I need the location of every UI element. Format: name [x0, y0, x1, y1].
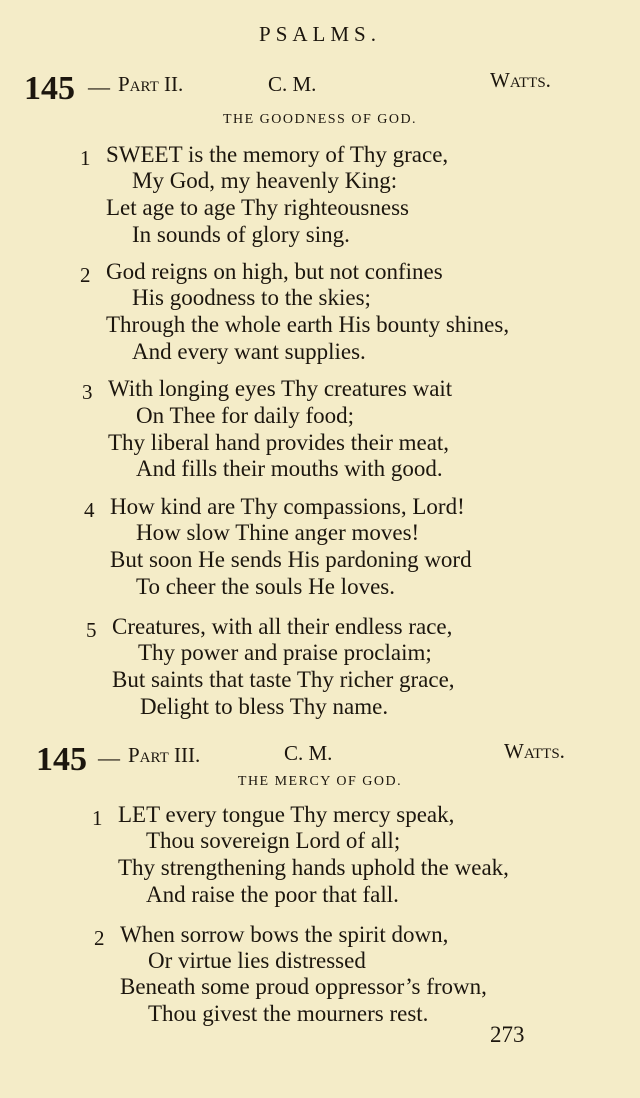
- verse-line: And raise the poor that fall.: [146, 882, 399, 907]
- verse-line: God reigns on high, but not confines: [106, 259, 443, 284]
- author-name: Watts.: [504, 739, 565, 763]
- verse-line: How kind are Thy compassions, Lord!: [110, 494, 465, 519]
- hymn-number: 145: [24, 70, 75, 107]
- part-label: Part II.: [118, 72, 184, 96]
- running-head: PSALMS.: [259, 22, 381, 46]
- verse-line: And fills their mouths with good.: [136, 456, 443, 481]
- hymn-number: 145: [36, 741, 87, 778]
- verse-number: 1: [80, 146, 91, 170]
- verse-line: With longing eyes Thy creatures wait: [108, 376, 453, 401]
- verse-line: When sorrow bows the spirit down,: [120, 922, 449, 947]
- verse-line: Thy strengthening hands uphold the weak,: [118, 855, 509, 880]
- verse-number: 2: [80, 263, 91, 287]
- verse-line: How slow Thine anger moves!: [136, 520, 420, 545]
- verse-line: On Thee for daily food;: [136, 403, 355, 428]
- verse-line: Thy liberal hand provides their meat,: [108, 430, 450, 455]
- meter-label: C. M.: [284, 741, 333, 765]
- verse-line: LET every tongue Thy mercy speak,: [118, 802, 455, 827]
- verse-number: 4: [84, 498, 95, 522]
- verse-line: Thy power and praise proclaim;: [138, 640, 432, 665]
- verse-number: 3: [82, 380, 93, 404]
- hymn-subtitle: THE MERCY OF GOD.: [237, 774, 403, 789]
- verse-line: His goodness to the skies;: [132, 285, 371, 310]
- hymn-subtitle: THE GOODNESS OF GOD.: [222, 112, 418, 127]
- verse-line: To cheer the souls He loves.: [136, 574, 395, 599]
- verse-line: My God, my heavenly King:: [132, 168, 398, 193]
- verse-line: Creatures, with all their endless race,: [112, 614, 453, 639]
- hymn-dash: —: [98, 745, 120, 770]
- page-number: 273: [490, 1022, 525, 1047]
- verse-line: Through the whole earth His bounty shines,: [106, 312, 510, 337]
- hymn-dash: —: [88, 74, 110, 99]
- verse-number: 2: [94, 926, 105, 950]
- verse-line: Beneath some proud oppressor’s frown,: [120, 974, 487, 999]
- verse-line: But soon He sends His pardoning word: [110, 547, 472, 572]
- verse-line: Let age to age Thy righteousness: [106, 195, 409, 220]
- author-name: Watts.: [490, 68, 551, 92]
- part-label: Part III.: [128, 743, 201, 767]
- verse-line: Delight to bless Thy name.: [140, 694, 389, 719]
- verse-line: In sounds of glory sing.: [132, 222, 350, 247]
- verse-number: 5: [86, 618, 97, 642]
- verse-line: Or virtue lies distressed: [148, 948, 366, 973]
- verse-line: Thou sovereign Lord of all;: [146, 828, 401, 853]
- verse-line: SWEET is the memory of Thy grace,: [106, 142, 449, 167]
- meter-label: C. M.: [268, 72, 317, 96]
- verse-line: But saints that taste Thy richer grace,: [112, 667, 455, 692]
- verse-line: And every want supplies.: [132, 339, 366, 364]
- verse-number: 1: [92, 806, 103, 830]
- verse-line: Thou givest the mourners rest.: [148, 1001, 429, 1026]
